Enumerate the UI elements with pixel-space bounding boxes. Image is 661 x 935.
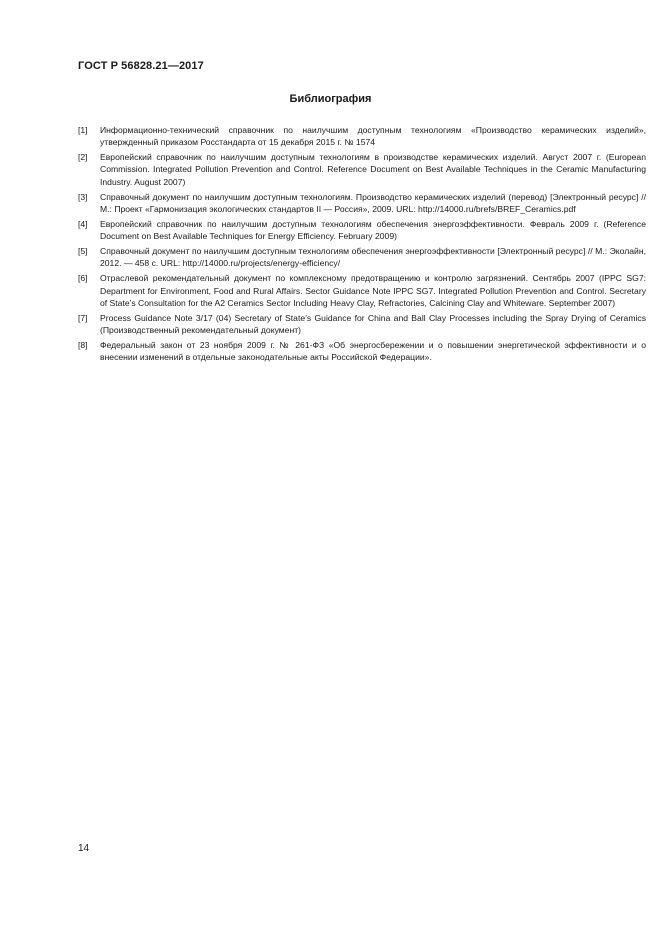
page-number: 14 bbox=[78, 843, 90, 854]
entry-number: [5] bbox=[78, 246, 88, 257]
bibliography-entry bbox=[78, 218, 646, 243]
entry-text: Отраслевой рекомендательный документ по комплексному предотвращению и контролю загрязнений. Сентябрь 2007 (IPPC SG7: Department for Environment, Food and Rural Affairs. Sector Guidance Note IPPC SG7. Integrated Pollution Prevention and Control. Secretary of State’s Consultation for the A2 Ceramics Sector Including Heavy Clay, Refractories, Calcining Clay and Whiteware. September 2007) bbox=[100, 273, 646, 308]
bibliography-entry bbox=[78, 245, 646, 270]
bibliography-entry bbox=[78, 312, 646, 337]
entry-number: [4] bbox=[78, 218, 88, 229]
entry-text: Справочный документ по наилучшим доступным технологиям обеспечения энергоэффективности [Электронный ресурс] // М.: Эколайн, 2012. — 458 с. URL: http://14000.ru/projects/energy-efficiency/ bbox=[100, 246, 646, 269]
entry-text: Process Guidance Note 3/17 (04) Secretary of State’s Guidance for China and Ball Clay Processes including the Spray Drying of Ceramics (Производственный рекомендательный документ) bbox=[100, 312, 646, 336]
bibliography-entry bbox=[78, 151, 646, 188]
entry-number: [8] bbox=[78, 339, 88, 350]
document-code: ГОСТ Р 56828.21—2017 bbox=[78, 60, 204, 72]
entry-number: [3] bbox=[78, 191, 88, 202]
bibliography-entry bbox=[78, 191, 646, 216]
entry-text: Справочный документ по наилучшим доступным технологиям. Производство керамических изделий (перевод) [Электронный ресурс] // М.: Проект «Гармонизация экологических стандартов II — Россия», 2009. URL: http://14000.ru/brefs/BREF_Ceramics.pdf bbox=[100, 191, 646, 214]
entry-number: [6] bbox=[78, 273, 88, 284]
entry-number: [7] bbox=[78, 312, 88, 323]
entry-text: Федеральный закон от 23 ноября 2009 г. № 261-ФЗ «Об энергосбережении и о повышении энергетической эффективности и о внесении изменений в отдельные законодательные акты Российской Федерации». bbox=[100, 339, 646, 363]
bibliography-list bbox=[78, 124, 646, 366]
bibliography-heading: Библиография bbox=[289, 93, 372, 105]
entry-text: Европейский справочник по наилучшим доступным технологиям в производстве керамических изделий. Август 2007 г. (European Commission. Integrated Pollution Prevention and Control. Reference Document on Best Available Techniques in the Ceramic Manufacturing Industry. August 2007) bbox=[100, 152, 646, 187]
entry-text: Информационно-технический справочник по наилучшим доступным технологиям «Производство керамических изделий», утвержденный приказом Росстандарта от 15 декабря 2015 г. № 1574 bbox=[100, 125, 646, 148]
entry-number: [1] bbox=[78, 125, 88, 135]
bibliography-entry bbox=[78, 124, 646, 149]
entry-text: Европейский справочник по наилучшим доступным технологиям обеспечения энергоэффективности. Февраль 2009 г. (Reference Document on Best Available Techniques for Energy Efficiency. February 2009) bbox=[100, 218, 646, 242]
entry-number: [2] bbox=[78, 152, 88, 163]
bibliography-entry bbox=[78, 339, 646, 364]
bibliography-entry bbox=[78, 272, 646, 309]
